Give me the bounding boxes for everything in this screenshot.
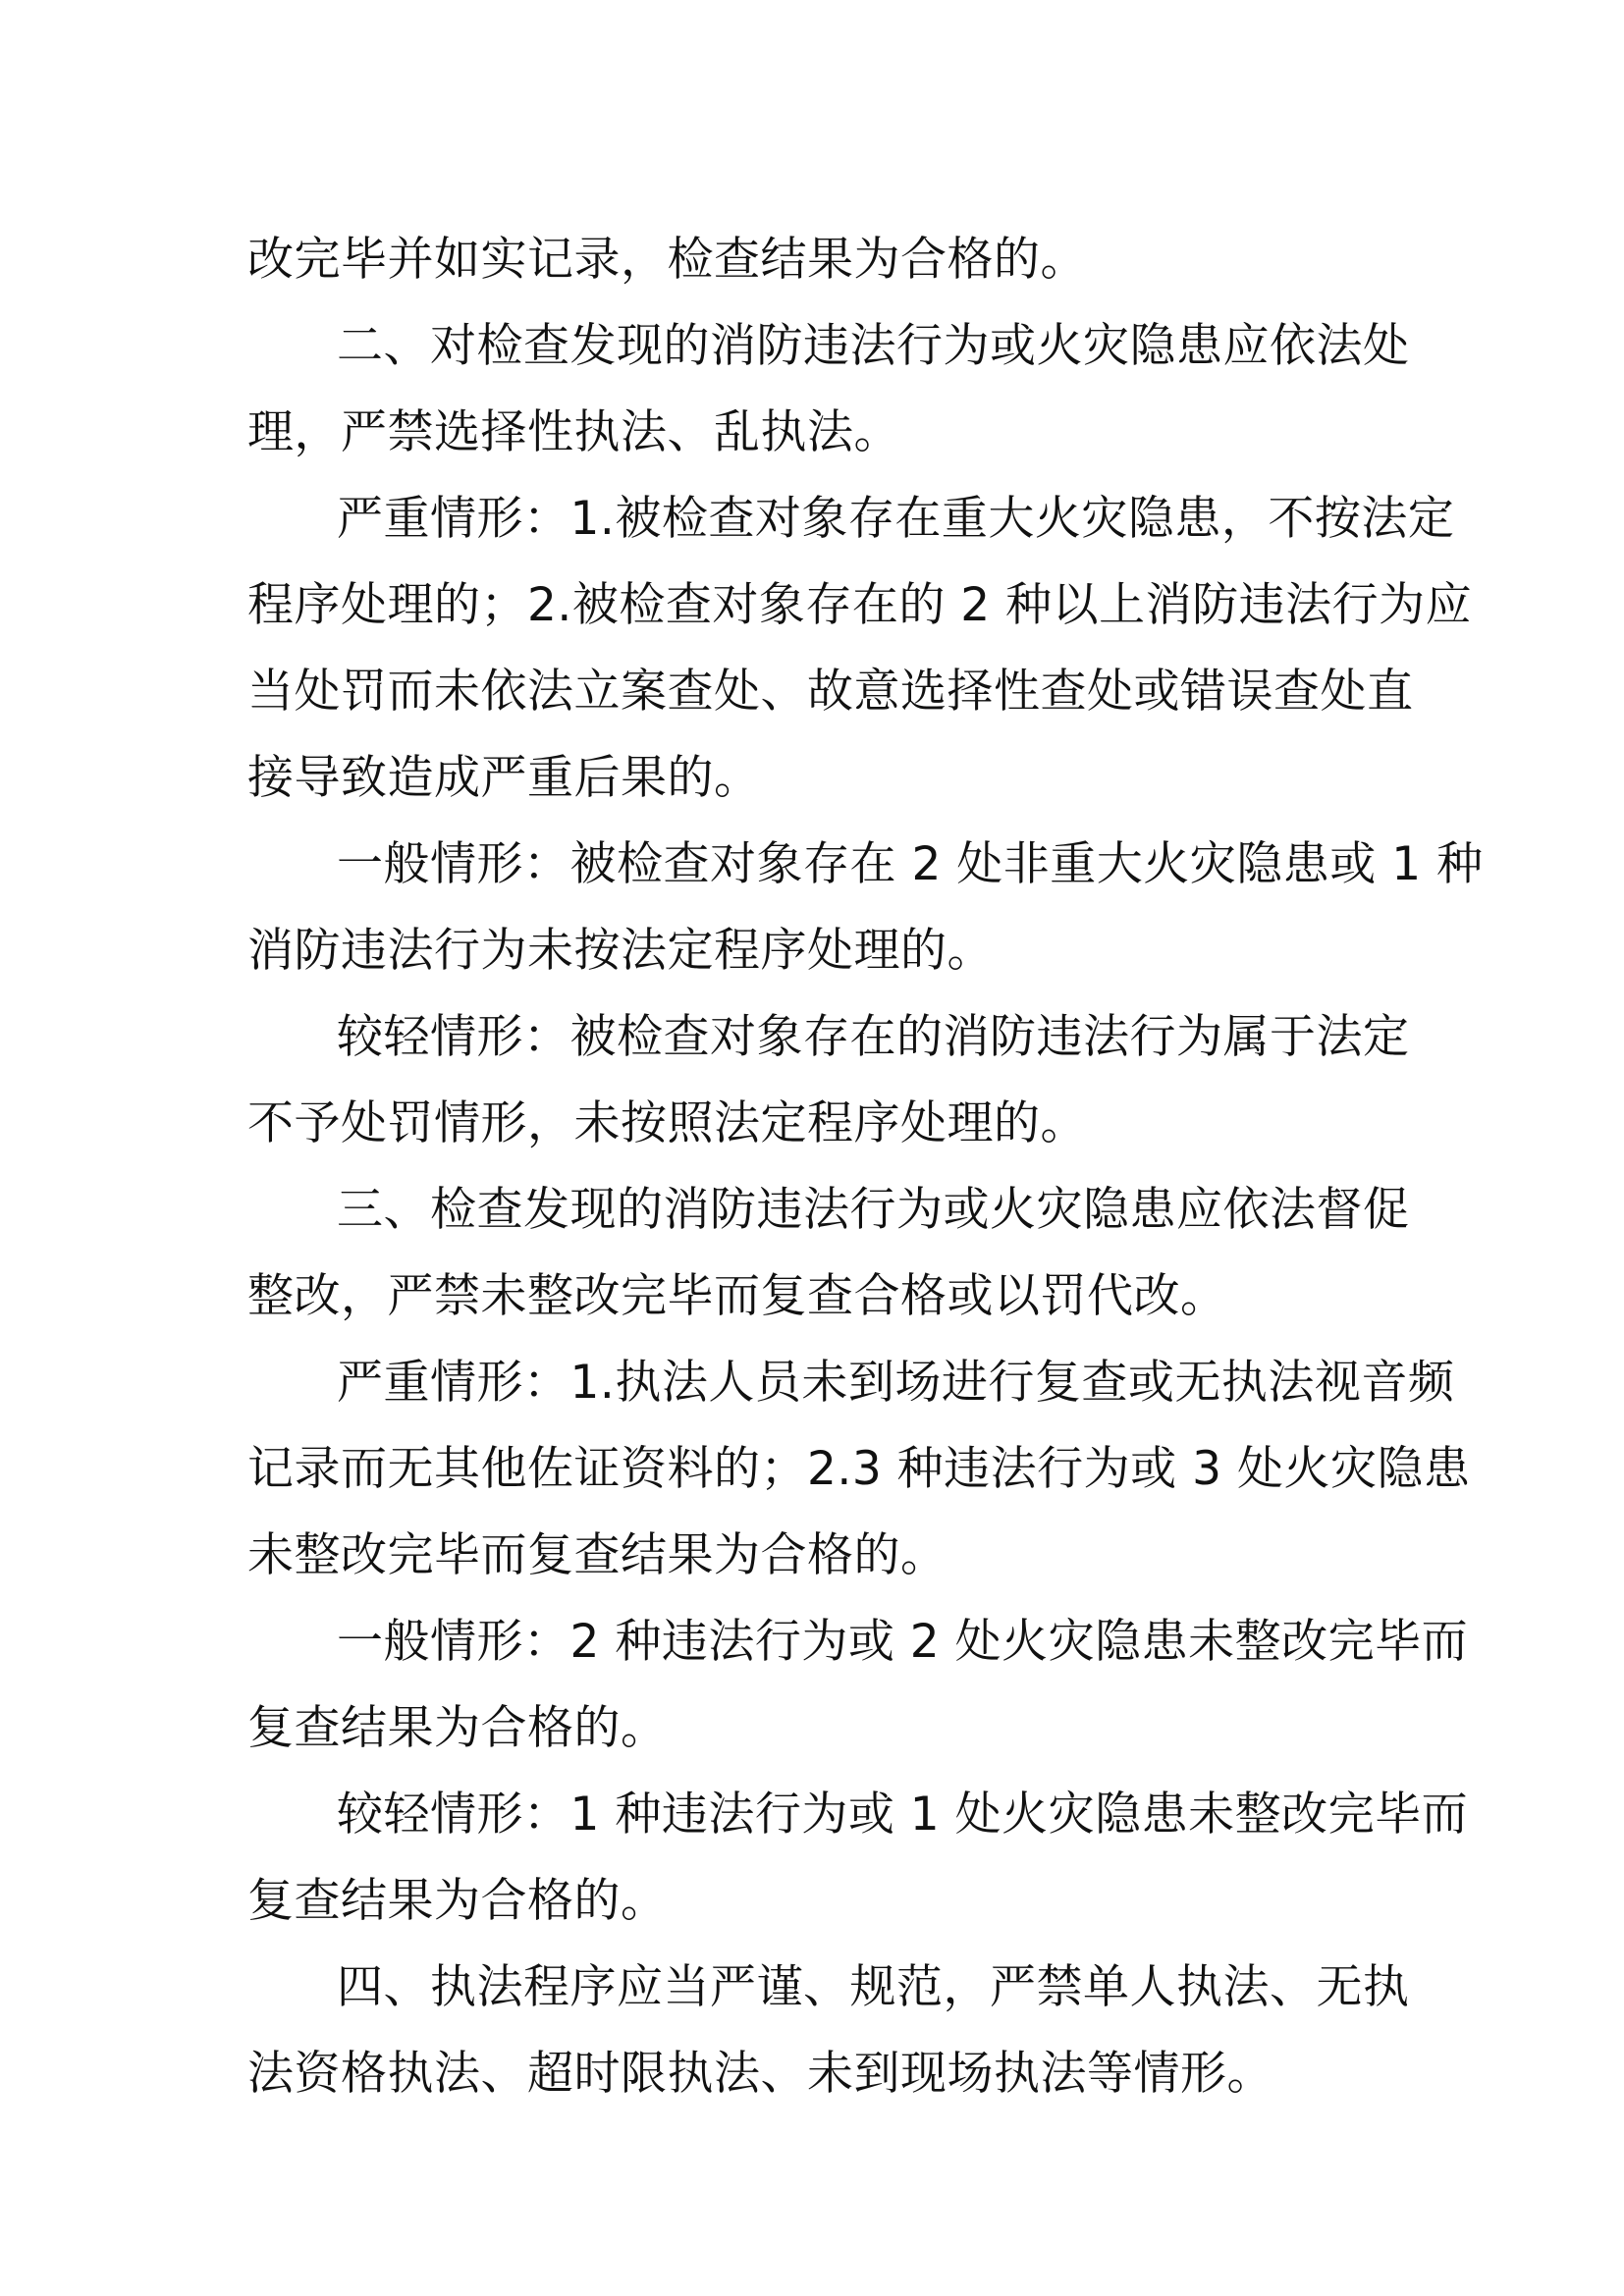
text-line: 复查结果为合格的。: [247, 1874, 668, 1928]
text-line: 记录而无其他佐证资料的；2.3 种违法行为或 3 处火灾隐患: [247, 1442, 1471, 1496]
section-heading-3: 三、检查发现的消防违法行为或火灾隐患应依法督促: [337, 1183, 1410, 1237]
text-line: 接导致造成严重后果的。: [247, 751, 761, 805]
severe-case-paragraph: 严重情形：1.被检查对象存在重大火灾隐患，不按法定: [337, 492, 1455, 546]
text-line: 整改，严禁未整改完毕而复查合格或以罚代改。: [247, 1269, 1227, 1323]
general-case-paragraph: 一般情形：被检查对象存在 2 处非重大火灾隐患或 1 种: [337, 837, 1484, 891]
general-case-paragraph: 一般情形：2 种违法行为或 2 处火灾隐患未整改完毕而: [337, 1615, 1469, 1669]
minor-case-paragraph: 较轻情形：1 种违法行为或 1 处火灾隐患未整改完毕而: [337, 1788, 1469, 1842]
minor-case-paragraph: 较轻情形：被检查对象存在的消防违法行为属于法定: [337, 1010, 1410, 1064]
section-heading-4: 四、执法程序应当严谨、规范，严禁单人执法、无执: [337, 1960, 1410, 2014]
text-line: 不予处罚情形，未按照法定程序处理的。: [247, 1096, 1087, 1150]
text-line: 程序处理的；2.被检查对象存在的 2 种以上消防违法行为应: [247, 578, 1473, 632]
text-line: 未整改完毕而复查结果为合格的。: [247, 1528, 947, 1582]
text-line: 消防违法行为未按法定程序处理的。: [247, 924, 994, 978]
text-line: 法资格执法、超时限执法、未到现场执法等情形。: [247, 2047, 1273, 2101]
text-line: 改完毕并如实记录，检查结果为合格的。: [247, 233, 1087, 287]
text-line: 理，严禁选择性执法、乱执法。: [247, 405, 900, 459]
severe-case-paragraph: 严重情形：1.执法人员未到场进行复查或无执法视音频: [337, 1356, 1455, 1410]
section-heading-2: 二、对检查发现的消防违法行为或火灾隐患应依法处: [337, 319, 1410, 373]
text-line: 复查结果为合格的。: [247, 1701, 668, 1755]
text-line: 当处罚而未依法立案查处、故意选择性查处或错误查处直: [247, 665, 1414, 719]
